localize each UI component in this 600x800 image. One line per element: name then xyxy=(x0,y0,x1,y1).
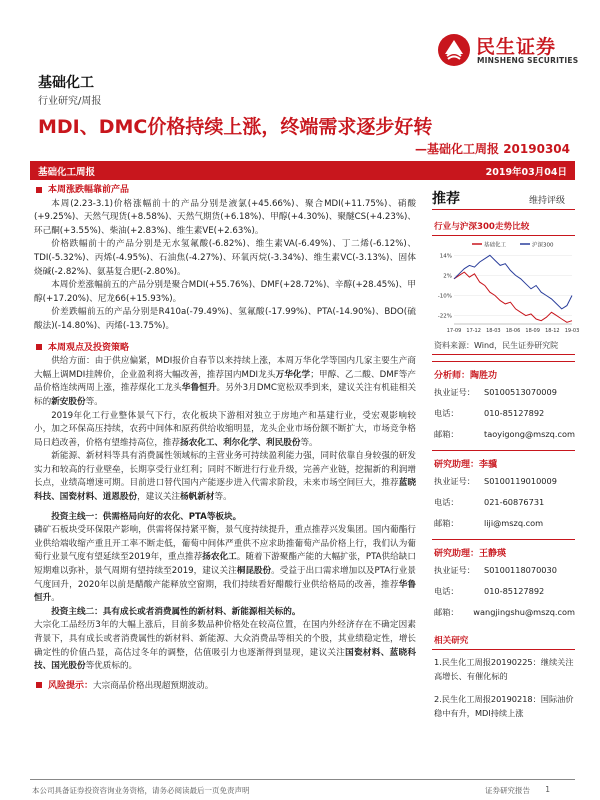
contact-value: S0100118070030 xyxy=(484,565,557,575)
industry-title: 基础化工 xyxy=(38,75,94,91)
contact-value[interactable]: liji@mszq.com xyxy=(484,518,544,528)
brand-name-cn: 民生证券 xyxy=(476,36,557,58)
header-bar-label: 基础化工周报 xyxy=(38,167,96,178)
section-heading-strategy: 本周观点及投资策略 xyxy=(34,342,416,356)
related-item[interactable]: 1.民生化工周报20190225：继续关注高增长、有催化标的 xyxy=(434,657,574,681)
footer-divider xyxy=(30,779,575,780)
main-content xyxy=(34,184,416,693)
paragraph-spread-down: 价差跌幅前五的产品分别是R410a(-79.49%)、氢氟酸(-17.99%)、PTA(-14.90%)、BDO(硫酸法)(-14.80%)、丙烯(-13.75%)。 xyxy=(34,307,416,331)
section-heading-movers: 本周涨跌幅靠前产品 xyxy=(34,184,416,198)
analyst-contact-row xyxy=(432,607,575,628)
investment-line-2: 投资主线二：具有成长或者消费属性的新材料、新能源相关标的。 xyxy=(51,606,301,617)
y-tick-label: -10% xyxy=(437,293,452,300)
analyst-contact-row xyxy=(432,497,575,518)
analyst-divider xyxy=(432,539,575,540)
contact-key: 执业证号： xyxy=(434,565,475,575)
legend-label: 基础化工 xyxy=(484,242,507,249)
trend-chart-svg xyxy=(432,238,580,338)
analyst-list xyxy=(432,355,575,628)
analyst-contact-row xyxy=(432,387,575,408)
contact-value: 010-85127892 xyxy=(484,586,545,596)
header-bar xyxy=(30,161,575,180)
analyst-divider xyxy=(432,450,575,451)
analyst-block xyxy=(432,450,575,539)
analyst-block xyxy=(432,361,575,450)
paragraph-agro: 2019年化工行业整体景气下行，农化板块下游相对独立于房地产和基建行业，受宏观影响较小，加之环保高压持续，农药中间体和原药供给收缩明显，龙头企业市场份额不断扩大，市场竞争格局日趋改善，价格有望维持高位，推荐扬农化工、利尔化学、利民股份等。 xyxy=(34,410,416,448)
analyst-contact-row xyxy=(432,565,575,586)
analyst-contact-row xyxy=(432,476,575,497)
x-tick-label: 18-09 xyxy=(525,328,540,334)
report-date: 2019年03月04日 xyxy=(485,167,567,178)
x-tick-label: 18-03 xyxy=(486,328,501,334)
analyst-name: 分析师：陶胜功 xyxy=(434,371,498,381)
bullet-icon xyxy=(36,682,42,688)
bullet-icon xyxy=(36,187,42,193)
footer-label: 证券研究报告 xyxy=(485,786,530,795)
paragraph-spread-up: 本周价差涨幅前五的产品分别是聚合MDI(+55.76%)、DMF(+28.72%)、辛醇(+28.45%)、甲醇(+17.20%)、尼龙66(+15.93%)。 xyxy=(34,280,416,304)
investment-line-1: 投资主线一：供需格局向好的农化、PTA等板块。 xyxy=(51,511,242,522)
rating-label: 推荐 xyxy=(432,191,460,207)
analyst-contact-row xyxy=(432,586,575,607)
paragraph-supply: 供给方面：由于供应偏紧，MDI报价自春节以来持续上涨，本周万华化学等国内几家主要生产商大幅上调MDI挂牌价，企业盈利将大幅改善，推荐国内MDI龙头万华化学；甲醇、乙二酸、DMF等产品价格连续两周上涨，推荐煤化工龙头华鲁恒升。另外3月DMC宽松双季到来，建议关注有机硅相关标的新安股份等。 xyxy=(34,356,416,407)
report-type: 行业研究/周报 xyxy=(38,96,102,107)
contact-value[interactable]: wangjingshu@mszq.com xyxy=(473,607,575,617)
contact-value: 010-85127892 xyxy=(484,408,545,418)
report-title: MDI、DMC价格持续上涨，终端需求逐步好转 xyxy=(38,116,433,138)
page-number: 1 xyxy=(545,785,550,794)
paragraph-line-1: 磷矿石板块受环保限产影响，供需将保持紧平衡，景气度持续提升，重点推荐兴发集团。国内葡酯行业供给端收缩产重且开工率不断走低，葡萄中间体严重供不应求助推葡萄产品价格上行，我们认为葡萄行业景气度有望延续至2019年，重点推荐扬农化工。随着下游聚酯产能的大幅扩张，PTA供给缺口短期难以弥补，景气周期有望持续至2019，建议关注桐昆股份。受益于出口需求增加以及PTA行业景气度回升，2020年以前是醋酸产能释放空窗期，我们持续看好醋酸行业供给格局的改善，推荐华鲁恒升。 xyxy=(34,525,416,604)
paragraph-new-materials: 新能源、新材料等具有消费属性领域标的主营业务可持续盈利能力强，同时依靠自身较强的研发实力和较高的行业壁垒，长期享受行业红利；同时不断进行行业升级，完善产业链，挖掘新的利润增长点，业绩高增速可期。目前进口替代国内产能逐步进入代需求阶段，未来市场空间巨大，推荐蓝晓科技、国瓷材料、道恩股份，建议关注杨帆新材等。 xyxy=(34,451,416,503)
rating-box xyxy=(432,186,575,210)
contact-key: 执业证号： xyxy=(434,476,475,486)
trend-chart xyxy=(432,238,580,338)
analyst-contact-row xyxy=(432,408,575,429)
paragraph-price-up: 本周(2.23-3.1)价格涨幅前十的产品分别是液氯(+45.66%)、聚合MDI(+11.75%)、硝酸(+9.25%)、天然气现货(+8.58%)、天然气期货(+6.18%)、甲醇(+4.30%)、聚醚CS(+4.23%)、环己酮(+3.55%)、柴油(+2.83%)、维生素VE(+2.63%)。 xyxy=(34,198,416,236)
analyst-contact-row xyxy=(432,518,575,539)
y-tick-label: 14% xyxy=(439,253,452,260)
contact-key: 执业证号： xyxy=(434,387,475,397)
sidebar xyxy=(432,186,580,724)
analyst-name: 研究助理：李骥 xyxy=(434,460,498,470)
contact-key: 邮箱： xyxy=(434,429,459,439)
contact-key: 邮箱： xyxy=(434,518,459,528)
analyst-block xyxy=(432,539,575,628)
contact-key: 电话： xyxy=(434,408,459,418)
report-subtitle: —基础化工周报 20190304 xyxy=(415,142,570,156)
brand-name-en: MINSHENG SECURITIES xyxy=(477,56,579,65)
bullet-icon xyxy=(36,344,42,350)
analyst-name: 研究助理：王静瑛 xyxy=(434,549,507,559)
brand-logo xyxy=(436,30,579,70)
contact-key: 邮箱： xyxy=(434,607,459,617)
related-item[interactable]: 2.民生化工周报20190218：国际油价稳中有升，MDI持续上涨 xyxy=(434,694,574,718)
contact-value: 021-60876731 xyxy=(484,497,545,507)
x-tick-label: 17-12 xyxy=(466,328,481,334)
x-tick-label: 19-03 xyxy=(564,328,580,334)
paragraph-line-2: 大宗化工品经历3年的大幅上涨后，目前多数品种价格处在较高位置，在国内外经济存在不确定因素背景下，具有成长或者消费属性的新材料、新能源、大众消费品等相关的个股，其业绩稳定性，增长确定性的价值凸显，高估过冬年的调整，估值吸引力也逐渐得到显现，建议关注国瓷材料、蓝晓科技、国光股份等优质标的。 xyxy=(34,620,416,672)
contact-key: 电话： xyxy=(434,586,459,596)
y-tick-label: -22% xyxy=(437,313,452,320)
x-tick-label: 18-12 xyxy=(545,328,560,334)
related-list xyxy=(432,650,575,724)
x-tick-label: 18-06 xyxy=(505,328,521,334)
y-tick-label: 2% xyxy=(443,273,452,280)
paragraph-price-down: 价格跌幅前十的产品分别是无水氢氟酸(-6.82%)、维生素VA(-6.49%)、丁二烯(-6.12%)、TDI(-5.32%)、丙烯(-4.95%)、石油焦(-4.27%)、环氧丙烷(-3.34%)、维生素VC(-3.13%)、固体烧碱(-2.82%)、氨基复合肥(-2.80%)。 xyxy=(34,239,416,277)
contact-value[interactable]: taoyigong@mszq.com xyxy=(484,429,575,439)
risk-warning: 风险提示：大宗商品价格出现超预期波动。 xyxy=(34,680,416,694)
contact-value: S0100119010009 xyxy=(484,476,557,486)
rating-status: 维持评级 xyxy=(528,196,565,206)
related-heading: 相关研究 xyxy=(432,628,575,650)
legend-label: 沪深300 xyxy=(532,242,554,249)
x-tick-label: 17-09 xyxy=(446,328,462,334)
analyst-contact-row xyxy=(432,429,575,450)
analyst-divider xyxy=(432,361,575,362)
logo-mark-icon xyxy=(436,32,472,68)
chart-source: 资料来源：Wind，民生证券研究院 xyxy=(432,338,575,355)
contact-value: S0100513070009 xyxy=(484,387,557,397)
contact-key: 电话： xyxy=(434,497,459,507)
chart-heading: 行业与沪深300走势比较 xyxy=(432,210,575,236)
series-line xyxy=(454,255,572,309)
series-line xyxy=(454,272,572,322)
footer-disclaimer: 本公司具备证券投资咨询业务资格，请务必阅读最后一页免责声明 xyxy=(32,786,250,795)
